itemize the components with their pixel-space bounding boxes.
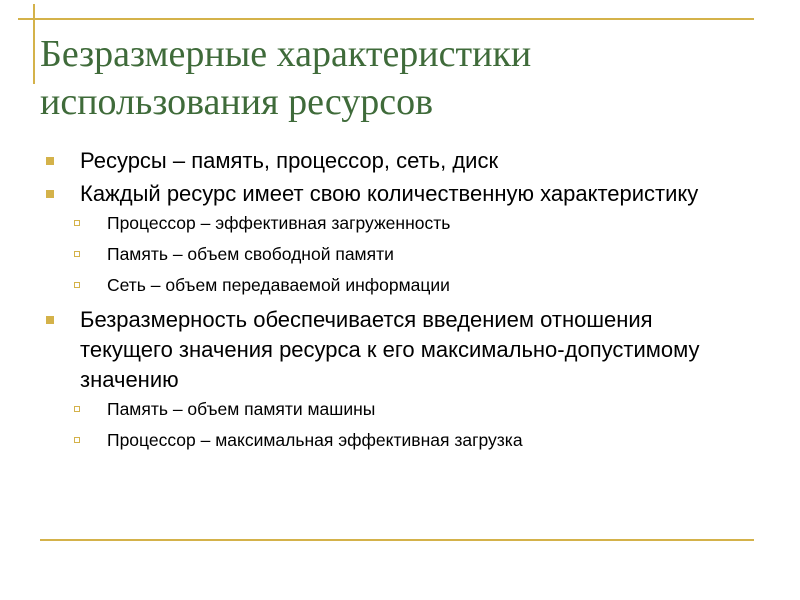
slide-body (44, 146, 744, 460)
sub-bullet-text: Процессор – эффективная загруженность (107, 213, 451, 233)
top-divider (18, 18, 754, 20)
sub-bullet-text: Память – объем свободной памяти (107, 244, 394, 264)
accent-vertical-line (33, 4, 35, 84)
bullet-text: Безразмерность обеспечивается введением отношения текущего значения ресурса к его максимально-допустимому значению (80, 307, 700, 392)
sub-bullet-item (44, 274, 744, 296)
sub-bullet-item (44, 243, 744, 265)
bullet-item (44, 146, 744, 176)
square-bullet-icon (46, 316, 54, 324)
square-bullet-icon (46, 157, 54, 165)
bullet-item (44, 305, 744, 395)
hollow-square-bullet-icon (74, 220, 80, 226)
bullet-text: Каждый ресурс имеет свою количественную характеристику (80, 181, 699, 206)
sub-bullet-item (44, 429, 744, 451)
sub-bullet-item (44, 212, 744, 234)
hollow-square-bullet-icon (74, 251, 80, 257)
bullet-text: Ресурсы – память, процессор, сеть, диск (80, 148, 499, 173)
square-bullet-icon (46, 190, 54, 198)
sub-bullet-text: Сеть – объем передаваемой информации (107, 275, 450, 295)
bullet-item (44, 179, 744, 209)
sub-bullet-text: Память – объем памяти машины (107, 399, 376, 419)
sub-bullet-item (44, 398, 744, 420)
slide-title: Безразмерные характеристики использования ресурсов (40, 33, 532, 123)
hollow-square-bullet-icon (74, 437, 80, 443)
sub-bullet-text: Процессор – максимальная эффективная загрузка (107, 430, 523, 450)
bottom-divider (40, 539, 754, 541)
hollow-square-bullet-icon (74, 282, 80, 288)
hollow-square-bullet-icon (74, 406, 80, 412)
